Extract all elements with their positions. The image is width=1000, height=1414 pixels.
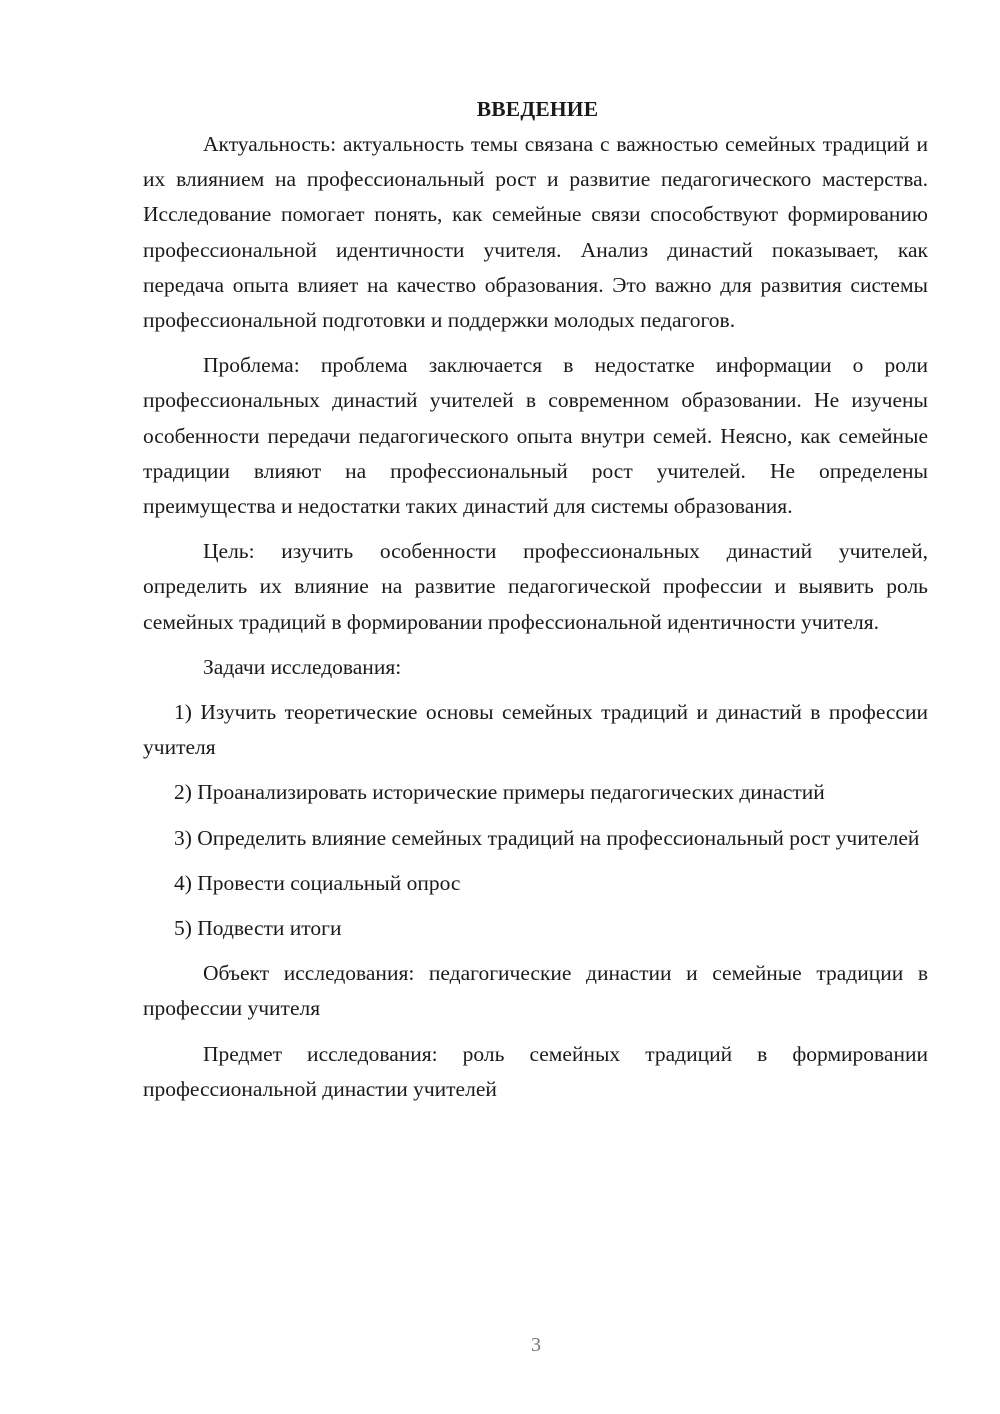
tasks-list <box>143 695 928 946</box>
task-item: 4) Провести социальный опрос <box>174 870 461 895</box>
relevance-paragraph: Актуальность: актуальность темы связана с важностью семейных традиций и их влиянием на профессиональный рост и развитие педагогического мастерства. Исследование помогает понять, как семейные связи способствуют формированию профессиональной идентичности учителя. Анализ династий показывает, как передача опыта влияет на качество образования. Это важно для развития системы профессиональной подготовки и поддержки молодых педагогов. <box>143 132 928 333</box>
document-page <box>143 92 928 1107</box>
subject-paragraph: Предмет исследования: роль семейных традиций в формировании профессиональной династии учителей <box>143 1041 928 1101</box>
object-paragraph: Объект исследования: педагогические династии и семейные традиции в профессии учителя <box>143 961 928 1021</box>
tasks-title: Задачи исследования: <box>203 654 402 679</box>
page-title: ВВЕДЕНИЕ <box>476 97 599 121</box>
task-item: 3) Определить влияние семейных традиций на профессиональный рост учителей <box>174 825 920 850</box>
task-item: 5) Подвести итоги <box>174 916 342 941</box>
problem-paragraph: Проблема: проблема заключается в недостатке информации о роли профессиональных династий учителей в современном образовании. Не изучены особенности передачи педагогического опыта внутри семей. Неясно, как семейные традиции влияют на профессиональный рост учителей. Не определены преимущества и недостатки таких династий для системы образования. <box>143 353 928 519</box>
task-item: 2) Проанализировать исторические примеры педагогических династий <box>174 780 825 805</box>
page-number: 3 <box>531 1334 541 1356</box>
goal-paragraph: Цель: изучить особенности профессиональных династий учителей, определить их влияние на развитие педагогической профессии и выявить роль семейных традиций в формировании профессиональной идентичности учителя. <box>143 539 928 634</box>
task-item: 1) Изучить теоретические основы семейных традиций и династий в профессии учителя <box>143 700 928 760</box>
